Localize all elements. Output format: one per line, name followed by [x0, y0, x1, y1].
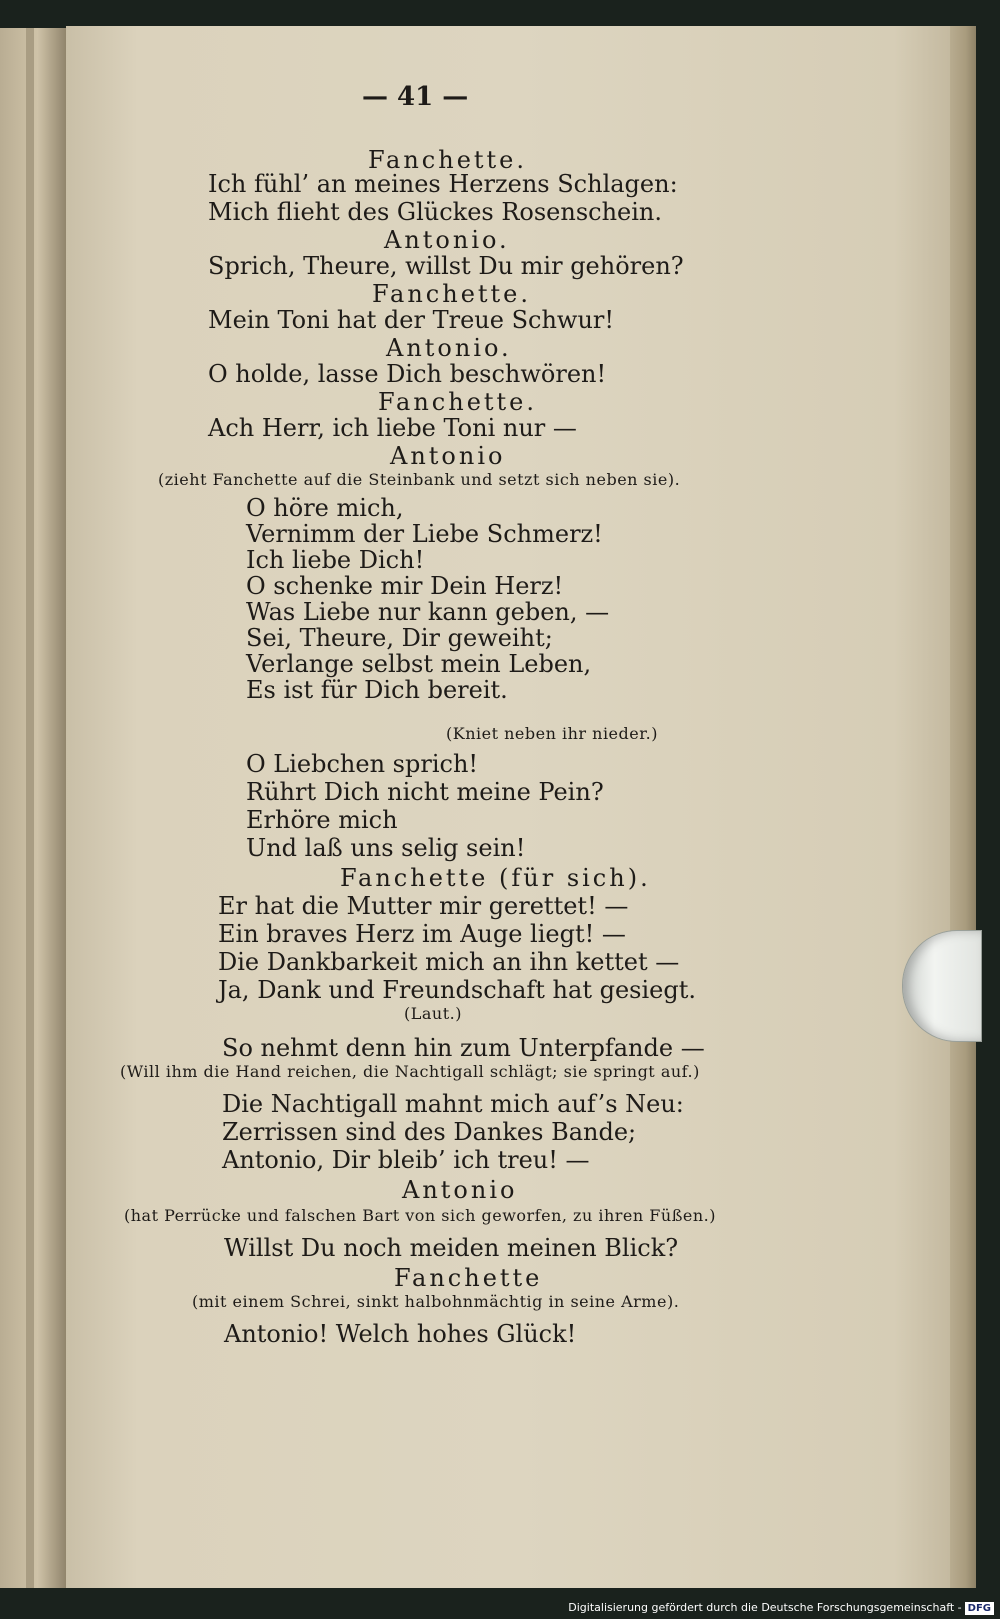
stage-direction: (mit einem Schrei, sinkt halbohnmächtig in seine Arme).	[192, 1292, 680, 1311]
left-page-edge	[0, 28, 68, 1588]
stage-direction: (zieht Fanchette auf die Steinbank und setzt sich neben sie).	[158, 470, 681, 489]
verse-line: Was Liebe nur kann geben, —	[246, 598, 610, 626]
verse-line: O schenke mir Dein Herz!	[246, 572, 564, 600]
verse-line: O Liebchen sprich!	[246, 750, 479, 778]
speaker-label: Antonio	[402, 1176, 518, 1204]
verse-line: Ja, Dank und Freundschaft hat gesiegt.	[218, 976, 696, 1004]
verse-line: So nehmt denn hin zum Unterpfande —	[222, 1034, 705, 1062]
verse-line: Antonio, Dir bleib’ ich treu! —	[222, 1146, 590, 1174]
speaker-label: Fanchette.	[378, 388, 538, 416]
verse-line: Ein braves Herz im Auge liegt! —	[218, 920, 626, 948]
verse-line: Willst Du noch meiden meinen Blick?	[224, 1234, 679, 1262]
verse-line: Es ist für Dich bereit.	[246, 676, 508, 704]
stage-direction: (hat Perrücke und falschen Bart von sich geworfen, zu ihren Füßen.)	[124, 1206, 716, 1225]
page-number: — 41 —	[362, 82, 469, 112]
speaker-label: Fanchette.	[368, 146, 528, 174]
verse-line: Ich fühl’ an meines Herzens Schlagen:	[208, 170, 678, 198]
verse-line: Er hat die Mutter mir gerettet! —	[218, 892, 629, 920]
digitization-footer	[568, 1601, 994, 1615]
verse-line: Zerrissen sind des Dankes Bande;	[222, 1118, 637, 1146]
verse-line: Verlange selbst mein Leben,	[246, 650, 592, 678]
verse-line: Antonio! Welch hohes Glück!	[224, 1320, 577, 1348]
verse-line: Die Dankbarkeit mich an ihn kettet —	[218, 948, 680, 976]
page-stack-edge	[950, 26, 976, 1588]
verse-line: O holde, lasse Dich beschwören!	[208, 360, 607, 388]
verse-line: Mein Toni hat der Treue Schwur!	[208, 306, 615, 334]
stage-direction: (Laut.)	[404, 1004, 462, 1023]
stage-direction: (Will ihm die Hand reichen, die Nachtigall schlägt; sie springt auf.)	[120, 1062, 700, 1081]
dfg-logo-icon: DFG	[965, 1602, 994, 1615]
verse-line: Erhöre mich	[246, 806, 398, 834]
speaker-label: Fanchette.	[372, 280, 532, 308]
speaker-label: Antonio.	[386, 334, 512, 362]
verse-line: O höre mich,	[246, 494, 404, 522]
left-page-binding	[26, 28, 34, 1588]
verse-line: Sei, Theure, Dir geweiht;	[246, 624, 553, 652]
verse-line: Die Nachtigall mahnt mich auf’s Neu:	[222, 1090, 684, 1118]
verse-line: Mich flieht des Glückes Rosenschein.	[208, 198, 663, 226]
footer-text: Digitalisierung gefördert durch die Deutsche Forschungsgemeinschaft -	[568, 1601, 962, 1614]
verse-line: Sprich, Theure, willst Du mir gehören?	[208, 252, 684, 280]
speaker-label: Fanchette	[394, 1264, 543, 1292]
verse-line: Ich liebe Dich!	[246, 546, 425, 574]
verse-line: Ach Herr, ich liebe Toni nur —	[208, 414, 577, 442]
speaker-label: Antonio	[390, 442, 506, 470]
verse-line: Vernimm der Liebe Schmerz!	[246, 520, 603, 548]
speaker-label: Antonio.	[384, 226, 510, 254]
speaker-label: Fanchette (für sich).	[340, 864, 651, 892]
verse-line: Rührt Dich nicht meine Pein?	[246, 778, 604, 806]
verse-line: Und laß uns selig sein!	[246, 834, 526, 862]
stage-direction: (Kniet neben ihr nieder.)	[446, 724, 658, 743]
